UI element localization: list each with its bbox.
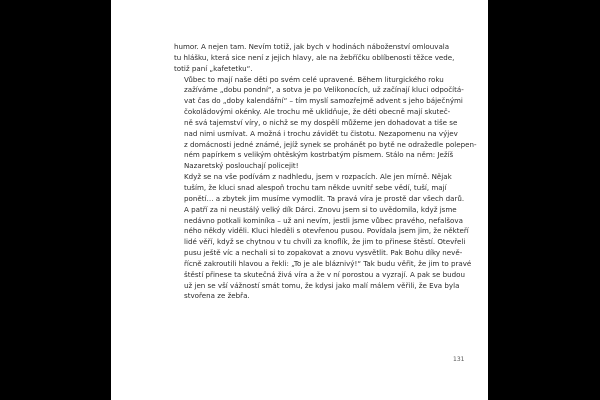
text-line: totiž paní „kafetetku“.	[174, 63, 253, 73]
text-line: Nazaretský poslouchají policejit!	[184, 161, 299, 171]
text-line: ně svá tajemství víry, o nichž se my dospělí můžeme jen dohadovat a tiše se	[184, 117, 458, 127]
text-line: nad nimi usmívat. A možná i trochu závidět tu čistotu. Nezapomenu na výjev	[184, 128, 458, 138]
paragraph-2	[174, 74, 477, 173]
page-text	[174, 42, 477, 302]
text-line: z domácnosti jedné známé, jejíž synek se prohánět po bytě ne odražedle polepen-	[184, 139, 477, 149]
text-line: štěstí přinese ta skutečná živá víra a že v ní porostou a vyzrají. A pak se budou	[184, 269, 465, 279]
paragraph-1	[174, 42, 455, 75]
text-line: tu hlášku, která sice není z jejich hlavy, ale na žebříčku oblíbenosti těžce vede,	[174, 52, 455, 62]
text-line: nedávno potkali kominíka – už ani nevím, jestli jsme vůbec pravého, nefalšova	[184, 215, 463, 225]
text-line: ném papírkem s velikým ohtěským kostrbatým písmem. Stálo na něm: Ježíš	[184, 150, 454, 160]
text-line: stvořena ze žebřa.	[184, 291, 250, 301]
paragraph-3	[174, 172, 472, 302]
text-line: ného někdy viděli. Kluci hleděli s otevřenou pusou. Povídala jsem jim, že někteří	[184, 226, 469, 236]
text-line: Když se na vše podívám z nadhledu, jsem v rozpacích. Ale jen mírně. Nějak	[184, 172, 452, 182]
text-line: lidé věří, když se chytnou v tu chvíli za knoflík, že jim to přinese štěstí. Otevřeli	[184, 237, 466, 247]
text-line: řícně zakroutili hlavou a řekli: „To je ale bláznivý!“ Tak budu věřit, že jim to pravé	[184, 258, 472, 268]
text-line: vat čas do „doby kalendářní“ – tím myslí samozřejmě advent s jeho báječnými	[184, 96, 463, 106]
page-number: 131	[453, 356, 465, 363]
text-line: už jen se vší vážností smát tomu, že kdysi jako malí málem věřili, že Eva byla	[184, 280, 460, 290]
text-line: tuším, že kluci snad alespoň trochu tam někde uvnitř sebe vědí, tuší, mají	[184, 182, 447, 192]
text-line: Vůbec to mají naše děti po svém celé upravené. Během liturgického roku	[184, 74, 444, 84]
text-line: humor. A nejen tam. Nevím totiž, jak bych v hodinách náboženství omlouvala	[174, 42, 450, 51]
text-line: zažíváme „dobu pondní“, a sotva je po Velikonocích, už začínají kluci odpočítá-	[184, 85, 464, 95]
text-line: čokoládovými okénky. Ale trochu mě uklidňuje, že děti obecně mají skuteč-	[184, 107, 451, 117]
book-page	[111, 0, 488, 400]
text-line: A patří za ni neustálý velký dík Dárci. Znovu jsem si to uvědomila, když jsme	[184, 204, 457, 214]
text-line: pusu ještě víc a nechali si to zopakovat a znovu vysvětlit. Pak Bohu díky nevě-	[184, 248, 463, 258]
text-line: ponětí… a zbytek jim musíme vymodlit. Ta pravá víra je prostě dar všech darů.	[184, 193, 465, 203]
